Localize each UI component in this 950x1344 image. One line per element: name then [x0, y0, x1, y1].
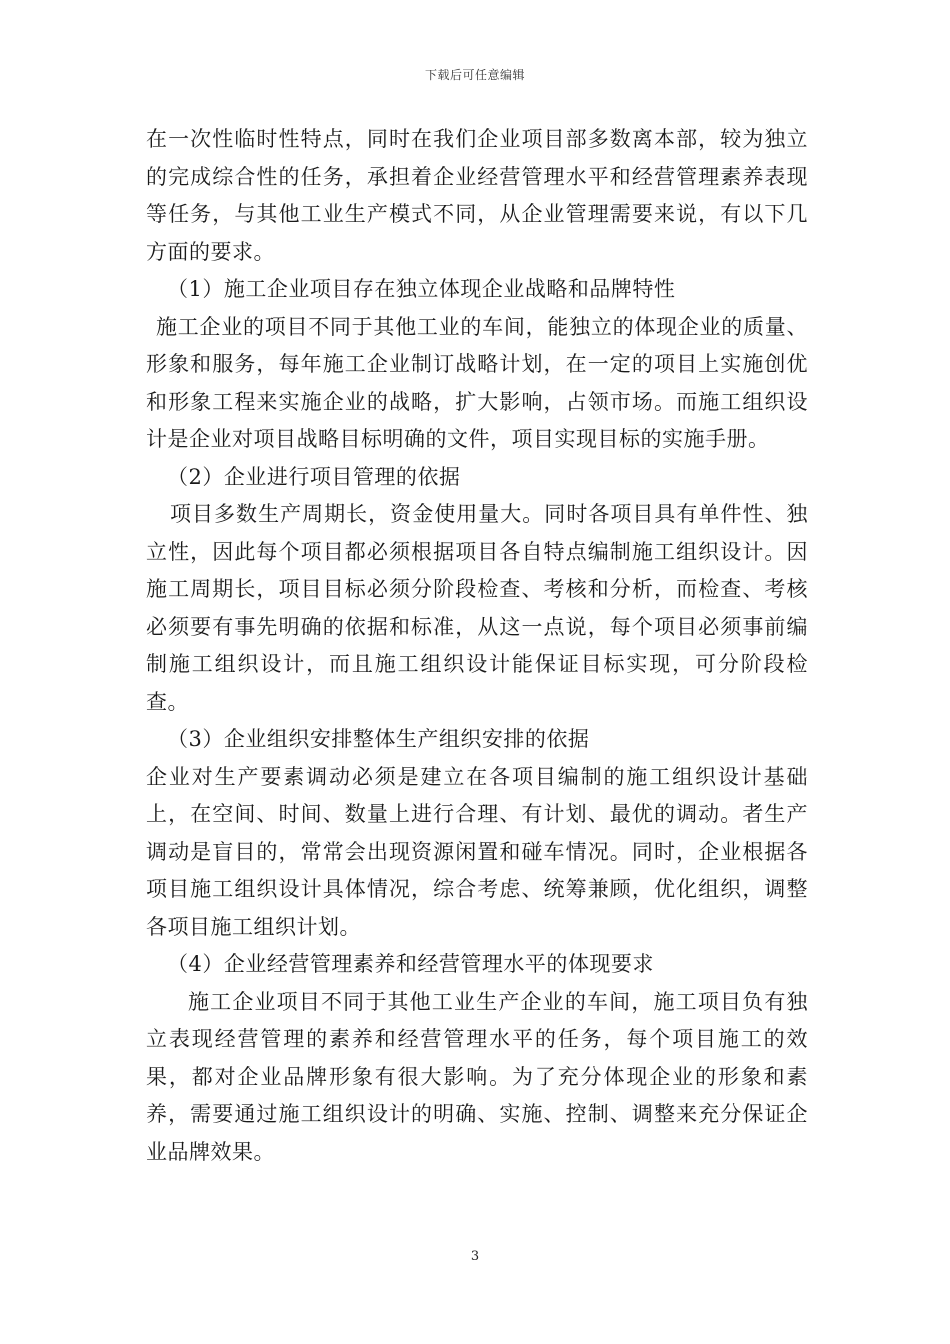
- paragraph-section-4: 施工企业项目不同于其他工业生产企业的车间，施工项目负有独立表现经营管理的素养和经营管理水平的任务，每个项目施工的效果，都对企业品牌形象有很大影响。为了充分体现企业的形象和素养，需要通过施工组织设计的明确、实施、控制、调整来充分保证企业品牌效果。: [146, 989, 808, 1164]
- page-number: 3: [470, 1249, 480, 1264]
- paragraph-intro: 在一次性临时性特点，同时在我们企业项目部多数离本部，较为独立的完成综合性的任务，承担着企业经营管理水平和经营管理素养表现等任务，与其他工业生产模式不同，从企业管理需要来说，有以下几方面的要求。: [146, 127, 808, 264]
- section-heading-4: （4）企业经营管理素养和经营管理水平的体现要求: [167, 952, 654, 976]
- header-note: 下载后可任意编辑: [424, 68, 525, 82]
- section-heading-2: （2）企业进行项目管理的依据: [167, 464, 461, 489]
- body-text: [146, 121, 808, 1171]
- paragraph-section-2: 项目多数生产周期长，资金使用量大。同时各项目具有单件性、独立性，因此每个项目都必须根据项目各自特点编制施工组织设计。因施工周期长，项目目标必须分阶段检查、考核和分析，而检查、考核必须要有事先明确的依据和标准，从这一点说，每个项目必须事前编制施工组织设计，而且施工组织设计能保证目标实现，可分阶段检查。: [146, 502, 808, 714]
- paragraph-section-1: 施工企业的项目不同于其他工业的车间，能独立的体现企业的质量、形象和服务，每年施工企业制订战略计划，在一定的项目上实施创优和形象工程来实施企业的战略，扩大影响，占领市场。而施工组织设计是企业对项目战略目标明确的文件，项目实现目标的实施手册。: [146, 314, 808, 451]
- section-heading-1: （1）施工企业项目存在独立体现企业战略和品牌特性: [167, 277, 676, 301]
- section-heading-3: （3）企业组织安排整体生产组织安排的依据: [167, 727, 590, 751]
- paragraph-section-3: 企业对生产要素调动必须是建立在各项目编制的施工组织设计基础上，在空间、时间、数量上进行合理、有计划、最优的调动。者生产调动是盲目的，常常会出现资源闲置和碰车情况。同时，企业根据各项目施工组织设计具体情况，综合考虑、统筹兼顾，优化组织，调整各项目施工组织计划。: [146, 764, 808, 939]
